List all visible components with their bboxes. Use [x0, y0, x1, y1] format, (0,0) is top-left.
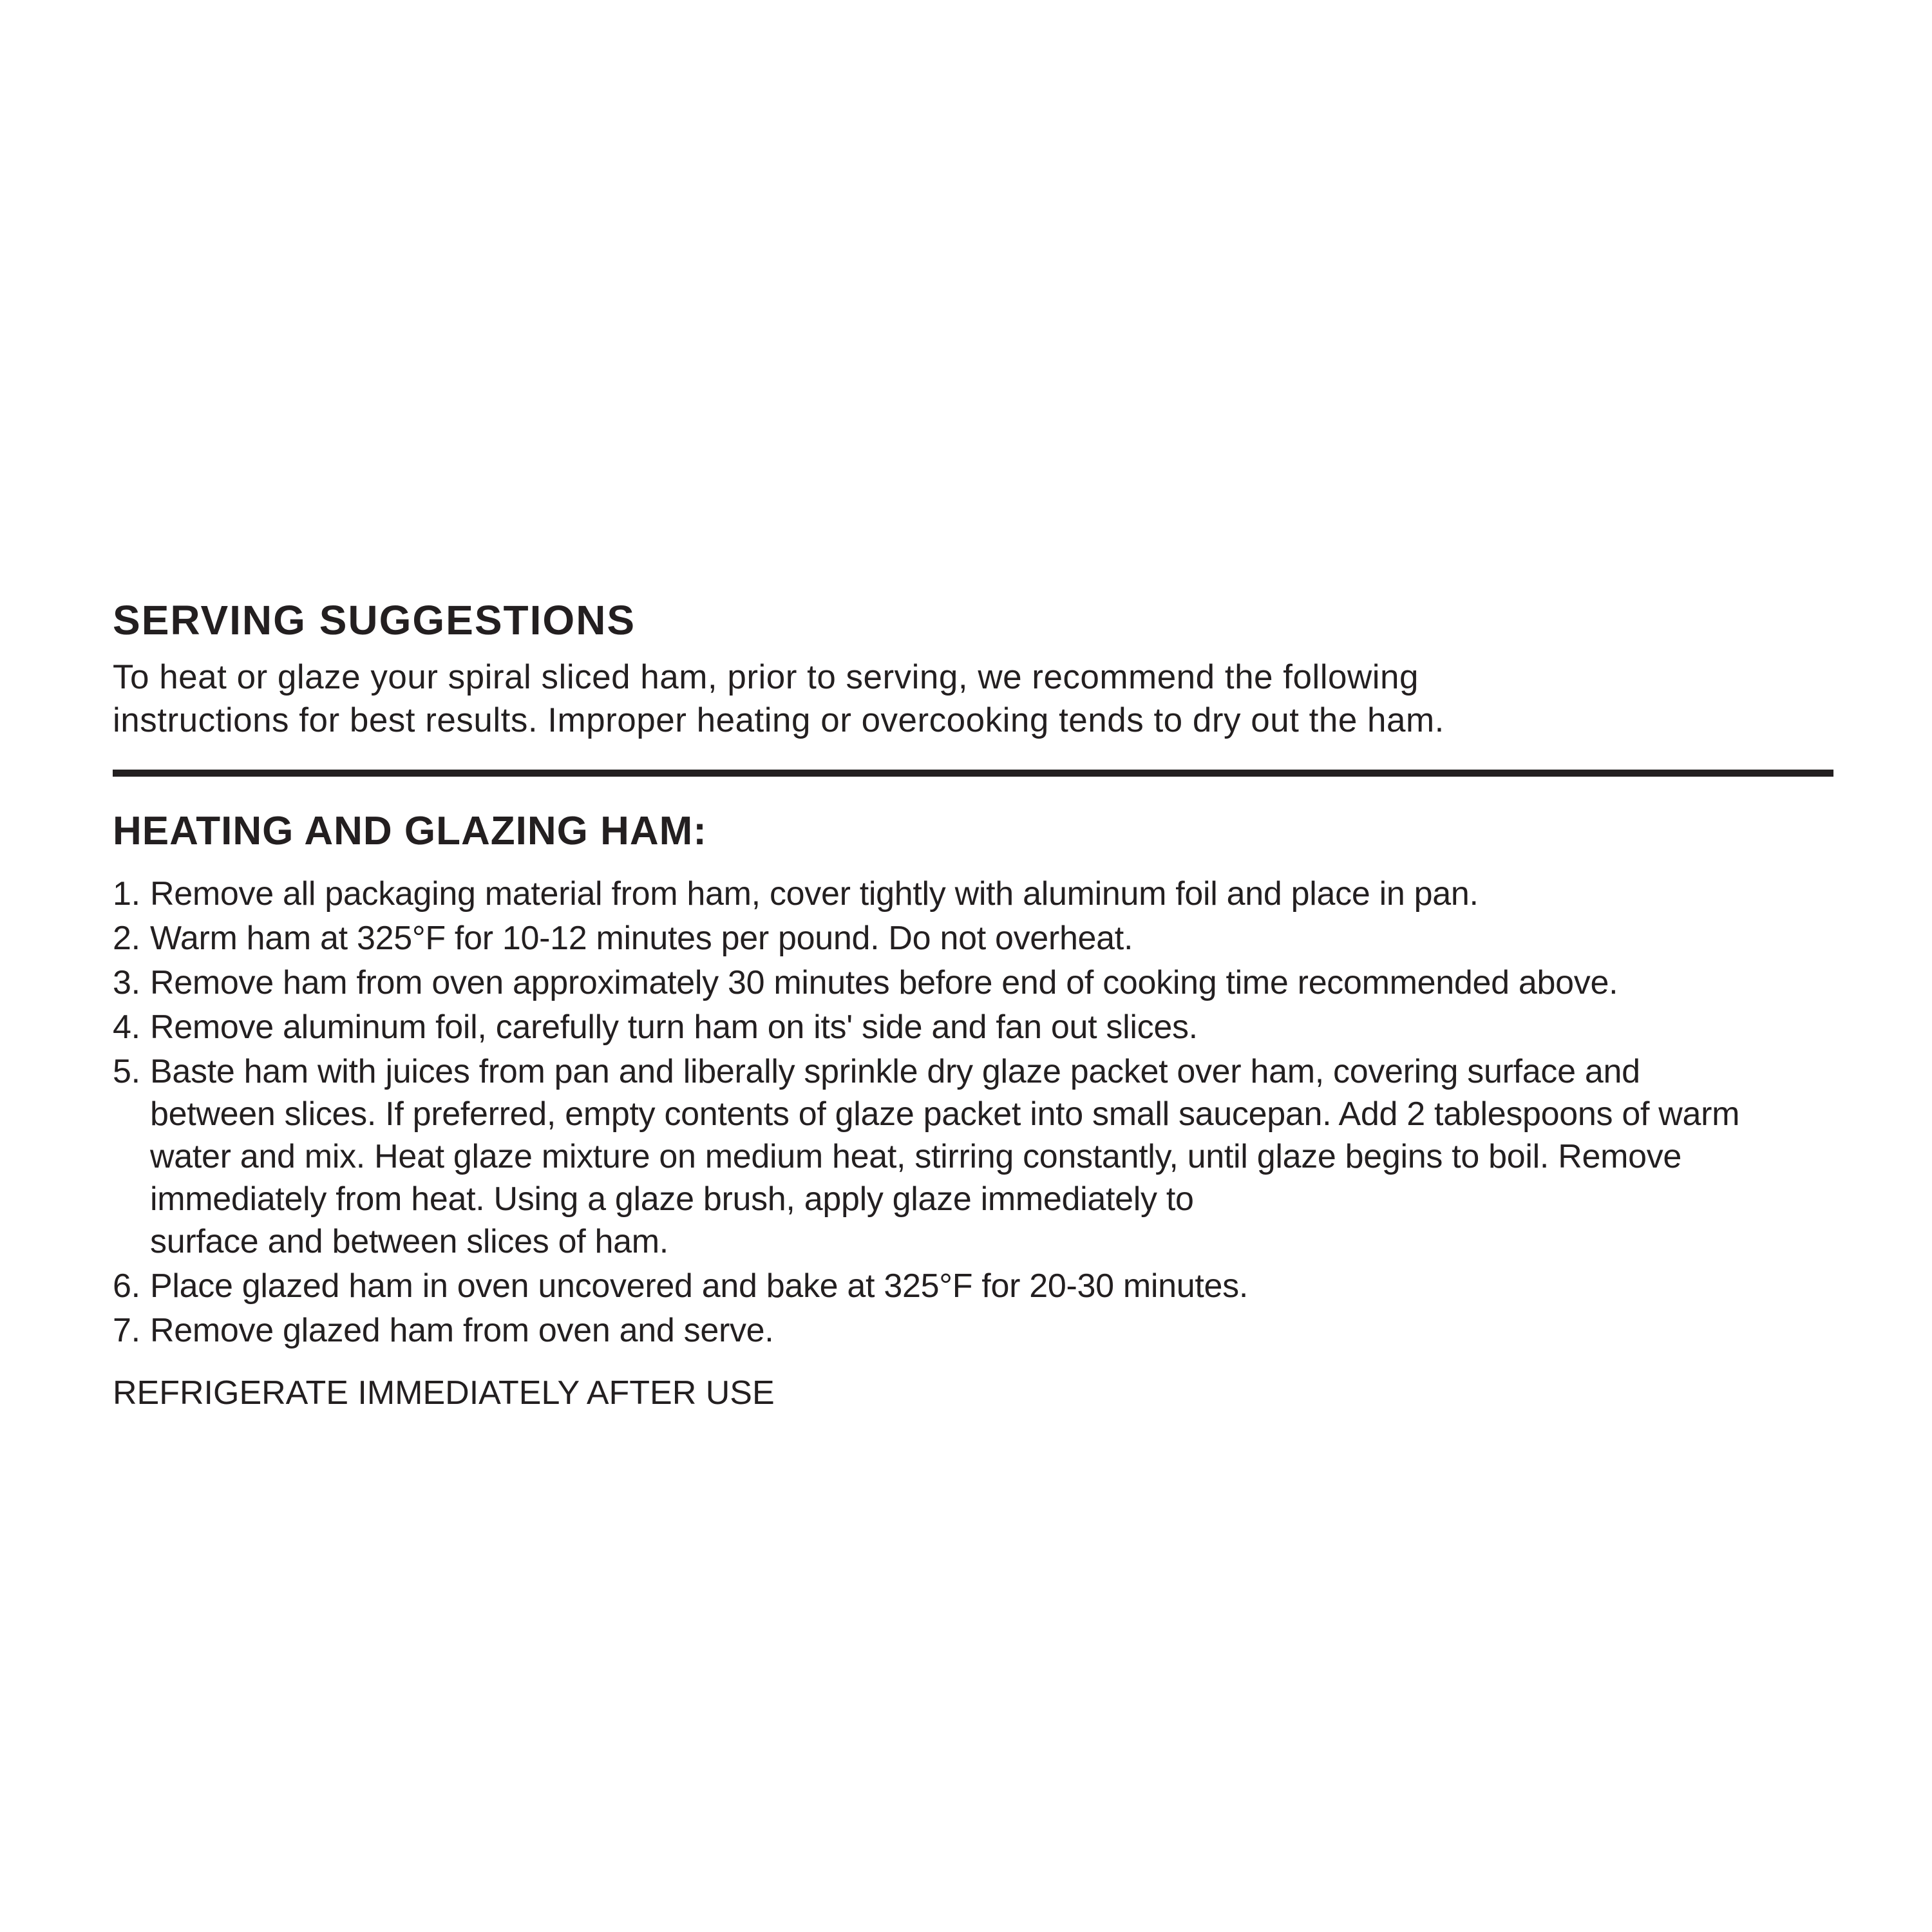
step-item	[113, 961, 1833, 1004]
step-item	[113, 1006, 1833, 1048]
intro-line: To heat or glaze your spiral sliced ham, prior to serving, we recommend the following	[113, 658, 1419, 697]
step-number: 4.	[113, 1008, 140, 1046]
refrigerate-note: REFRIGERATE IMMEDIATELY AFTER USE	[113, 1374, 775, 1412]
intro-text	[113, 656, 1833, 743]
step-text	[150, 873, 1833, 915]
step-number: 2.	[113, 919, 140, 957]
step-line: Remove glazed ham from oven and serve.	[150, 1312, 774, 1350]
step-line: Warm ham at 325°F for 10-12 minutes per pound. Do not overheat.	[150, 919, 1133, 957]
instructions-panel	[113, 599, 1833, 1412]
step-text	[150, 1006, 1833, 1048]
step-number: 3.	[113, 963, 140, 1001]
step-text	[150, 1309, 1833, 1352]
step-number: 5.	[113, 1052, 140, 1090]
step-item	[113, 1265, 1833, 1307]
step-text	[150, 917, 1833, 960]
step-number: 6.	[113, 1267, 140, 1305]
step-line: Place glazed ham in oven uncovered and bake at 325°F for 20-30 minutes.	[150, 1267, 1249, 1305]
step-line: Remove all packaging material from ham, cover tightly with aluminum foil and place in pan.	[150, 875, 1479, 913]
step-text	[150, 1265, 1833, 1307]
step-line: surface and between slices of ham.	[150, 1223, 668, 1261]
page-title: SERVING SUGGESTIONS	[113, 597, 636, 643]
step-line: between slices. If preferred, empty contents of glaze packet into small saucepan. Add 2 tablespoons of warm	[150, 1095, 1740, 1133]
step-line: water and mix. Heat glaze mixture on medium heat, stirring constantly, until glaze begins to boil. Remove	[150, 1138, 1682, 1175]
step-line: Baste ham with juices from pan and liberally sprinkle dry glaze packet over ham, covering surface and	[150, 1052, 1640, 1090]
step-item	[113, 873, 1833, 915]
step-text	[150, 961, 1833, 1004]
intro-line: instructions for best results. Improper heating or overcooking tends to dry out the ham.	[113, 701, 1444, 739]
step-item	[113, 1050, 1833, 1263]
steps-list	[113, 873, 1833, 1352]
step-item	[113, 917, 1833, 960]
step-line: Remove ham from oven approximately 30 minutes before end of cooking time recommended above.	[150, 963, 1618, 1001]
step-item	[113, 1309, 1833, 1352]
section-divider	[113, 770, 1833, 777]
step-text	[150, 1050, 1833, 1263]
step-number: 1.	[113, 875, 140, 913]
step-line: immediately from heat. Using a glaze brush, apply glaze immediately to	[150, 1180, 1194, 1218]
step-line: Remove aluminum foil, carefully turn ham on its' side and fan out slices.	[150, 1008, 1198, 1046]
section-title: HEATING AND GLAZING HAM:	[113, 808, 707, 853]
step-number: 7.	[113, 1312, 140, 1350]
